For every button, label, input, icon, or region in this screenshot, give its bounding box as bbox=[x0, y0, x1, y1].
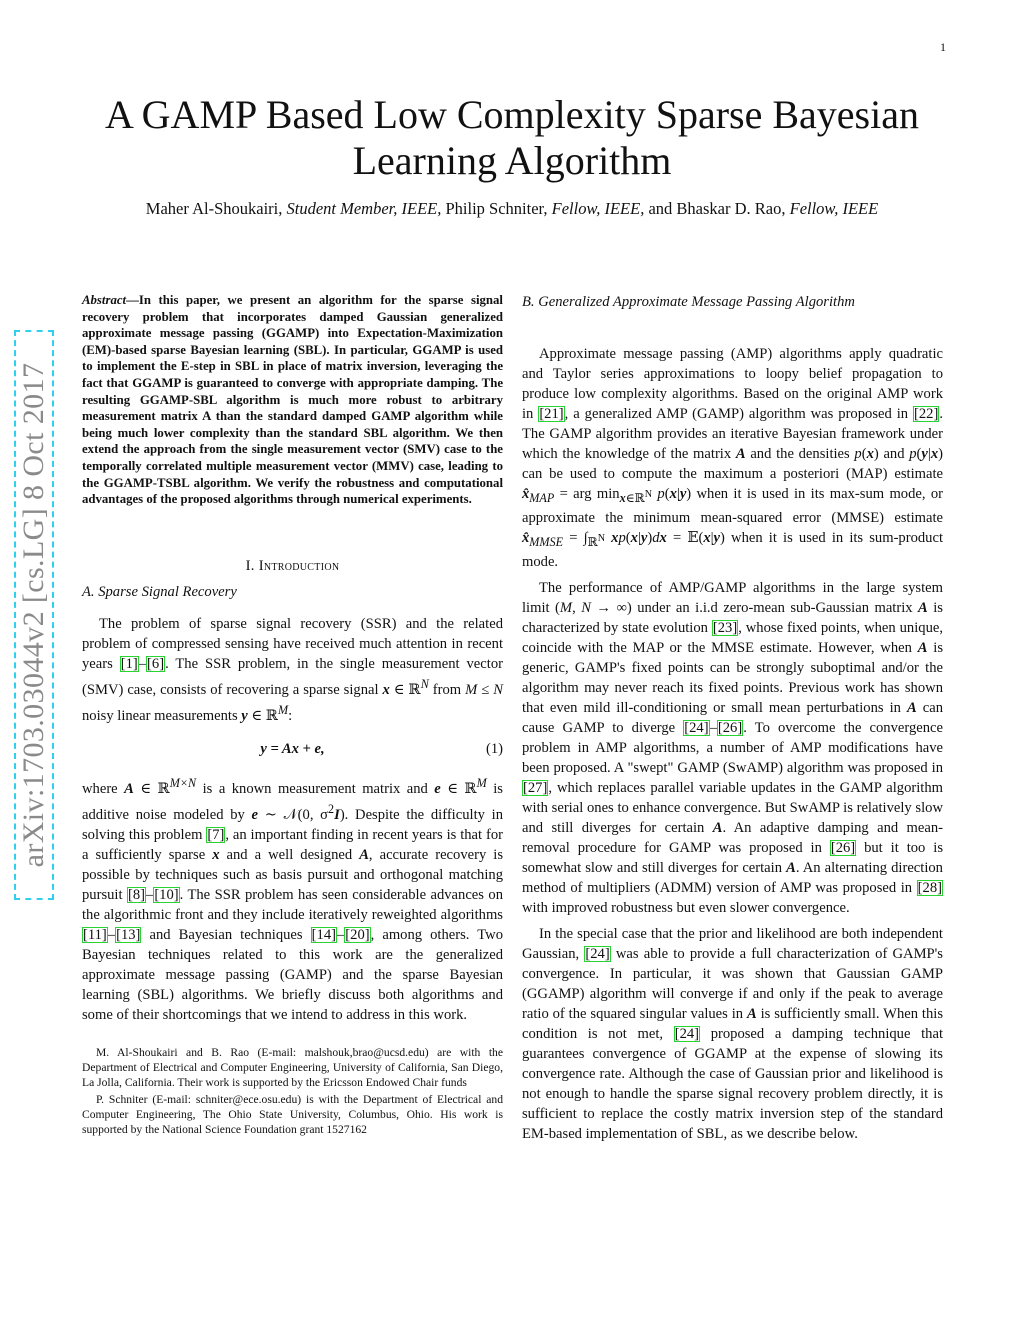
section-heading bbox=[82, 556, 503, 576]
page-number: 1 bbox=[940, 40, 946, 54]
body-paragraph: In the special case that the prior and likelihood are both independent Gaussian, [24] was able to provide a full characterization of GAMP's convergence. In particular, it was shown that Gaussian GAMP (GGAMP) algorithm will converge if and only if the peak to average ratio of the squared singular values in A is sufficiently small. When this condition is not met, [24] proposed a damping technique that guarantees convergence of GGAMP at the expense of slowing its convergence rate. Although the case of Gaussian prior and likelihood is not enough to handle the sparse signal recovery problem directly, it is sufficient to replace the costly matrix inversion step of the standard EM-based implementation of SBL, as we describe below. bbox=[522, 925, 944, 1142]
abstract-label: Abstract bbox=[82, 293, 127, 307]
author-line bbox=[40, 198, 984, 220]
body-paragraph: where A ∈ ℝ$^{M\times N}$ is a known measurement matrix and e ∈ ℝ$^M$ is additive noise modeled by e ∼ 𝒩(0, $\sigma^2I$). Despite the difficulty in solving this problem [7], an important finding in recent years is that for a sufficiently sparse x and a well designed A, accurate recovery is possible by techniques such as basis pursuit and orthogonal matching pursuit [8]–[10]. The SSR problem has seen considerable advances on the algorithmic front and they include iteratively reweighted algorithms [11]–[13] and Bayesian techniques [14]–[20], among others. Two Bayesian techniques related to this work are the generalized approximate message passing (GAMP) and the sparse Bayesian learning (SBL) algorithms. We briefly discuss both algorithms and some of their shortcomings that we intend to address in this work. bbox=[82, 776, 504, 1024]
equation-number: (1) bbox=[485, 741, 503, 758]
citation-link[interactable]: [27] bbox=[523, 779, 548, 796]
abstract bbox=[82, 292, 503, 508]
body-paragraph: The problem of sparse signal recovery (SSR) and the related problem of compressed sensing have received much attention in recent years [1]–[6]. The SSR problem, in the single measurement vector (SMV) case, consists of recovering a sparse signal x ∈ ℝ$^N$ from M ≤ N noisy linear measurements y ∈ ℝ$^M$: bbox=[82, 615, 503, 724]
citation-link[interactable]: [24] bbox=[674, 1025, 700, 1042]
citation-link[interactable]: [1] bbox=[120, 655, 138, 672]
author-role: Student Member, IEEE, bbox=[286, 199, 442, 218]
arxiv-stamp-text: arXiv:1703.03044v2 [cs.LG] 8 Oct 2017 bbox=[17, 362, 50, 868]
body-paragraph: The performance of AMP/GAMP algorithms in the large system limit (M, N → ∞) under an i.i.d zero-mean sub-Gaussian matrix A is characterized by state evolution [23], whose fixed points, when unique, coincide with the MAP or the MMSE estimate. However, when A is generic, GAMP's fixed points can be strongly suboptimal and/or the algorithm may never reach its fixed points. Previous work has shown that even mild ill-conditioning or small mean perturbations in A can cause GAMP to diverge [24]–[26]. To overcome the convergence problem in AMP algorithms, a number of AMP modifications have been proposed. A "swept" GAMP (SwAMP) algorithm was proposed in [27], which replaces parallel variable updates in the GAMP algorithm with serial ones to enhance convergence. But SwAMP is relatively slow and still diverges for certain A. An adaptive damping and mean-removal procedure for GAMP was proposed in [26] but it too is somewhat slow and still diverges for certain A. An alternating direction method of multipliers (ADMM) version of AMP was proposed in [28] with improved robustness but even slower convergence. bbox=[522, 579, 944, 916]
citation-link[interactable]: [7] bbox=[207, 827, 225, 844]
citation-link[interactable]: [23] bbox=[712, 619, 738, 636]
citation-link[interactable]: [13] bbox=[116, 927, 141, 944]
citation-link[interactable]: [22] bbox=[914, 406, 939, 422]
footnote: M. Al-Shoukairi and B. Rao (E-mail: malshouk,brao@ucsd.edu) are with the Department of Electrical and Computer Engineering, University of California, San Diego, La Jolla, California. Their work is supported by the Ericsson Endowed Chair funds bbox=[82, 1046, 503, 1090]
author-name: Maher Al-Shoukairi, bbox=[145, 199, 283, 218]
author-role: Fellow, IEEE, bbox=[551, 199, 645, 218]
abstract-text: —In this paper, we present an algorithm for the sparse signal recovery problem that incorporates damped Gaussian generalized approximate message passing (GGAMP) into Expectation-Maximization (EM)-based sparse Bayesian learning (SBL). In particular, GGAMP is used to implement the E-step in SBL in place of matrix inversion, leveraging the fact that GGAMP is guaranteed to converge with appropriate damping. The resulting GGAMP-SBL algorithm is much more robust to arbitrary measurement matrix A than the standard damped GAMP algorithm while being much lower complexity than the standard SBL algorithm. We then extend the approach from the single measurement vector (SMV) case to the temporally correlated multiple measurement vector (MMV) case, leading to the GGAMP-TSBL algorithm. We verify the robustness and computational advantages of the proposed algorithms through numerical experiments. bbox=[82, 293, 503, 507]
footnotes bbox=[82, 1045, 503, 1137]
citation-link[interactable]: [21] bbox=[539, 406, 564, 422]
right-column bbox=[522, 292, 943, 1144]
citation-link[interactable]: [14] bbox=[311, 927, 336, 944]
citation-link[interactable]: [6] bbox=[147, 655, 165, 672]
citation-link[interactable]: [28] bbox=[917, 879, 942, 896]
citation-link[interactable]: [26] bbox=[717, 719, 743, 736]
citation-link[interactable]: [24] bbox=[684, 719, 709, 736]
left-column bbox=[82, 292, 503, 1139]
subsection-heading-a: A. Sparse Signal Recovery bbox=[82, 583, 237, 600]
equation-expression: y = Ax + e, bbox=[260, 741, 325, 758]
arxiv-stamp[interactable] bbox=[14, 330, 54, 900]
citation-link[interactable]: [10] bbox=[154, 887, 179, 904]
citation-link[interactable]: [8] bbox=[127, 887, 146, 904]
citation-link[interactable]: [11] bbox=[83, 927, 107, 944]
citation-link[interactable]: [20] bbox=[345, 927, 370, 944]
equation-1 bbox=[82, 739, 503, 759]
citation-link[interactable]: [26] bbox=[830, 839, 856, 856]
citation-link[interactable]: [24] bbox=[585, 945, 610, 962]
author-role: Fellow, IEEE bbox=[789, 199, 879, 218]
author-name: and Bhaskar D. Rao, bbox=[648, 199, 786, 218]
paper-title: A GAMP Based Low Complexity Sparse Bayesian Learning Algorithm bbox=[104, 92, 919, 183]
footnote: P. Schniter (E-mail: schniter@ece.osu.edu) is with the Department of Electrical and Computer Engineering, The Ohio State University, Columbus, Ohio. His work is supported by the National Science Foundation grant 1527162 bbox=[82, 1093, 503, 1137]
section-number: I. bbox=[245, 557, 255, 574]
body-paragraph: Approximate message passing (AMP) algorithms apply quadratic and Taylor series approximations to loopy belief propagation to produce low complexity algorithms. Based on the original AMP work in [21], a generalized AMP (GAMP) algorithm was proposed in [22]. The GAMP algorithm provides an iterative Bayesian framework under which the knowledge of the matrix A and the densities p(x) and p(y|x) can be used to compute the maximum a posteriori (MAP) estimate $x̂_{MAP}$ = arg $\min_{x\in ℝ^N} p(x|y)$ when it is used in its max-sum mode, or approximate the minimum mean-squared error (MMSE) estimate $x̂_{MMSE} = \int_{ℝ^N}$ xp(x|y)dx = 𝔼(x|y) when it is used in its sum-product mode. bbox=[522, 346, 944, 570]
subsection-heading-b: B. Generalized Approximate Message Passing Algorithm bbox=[522, 294, 855, 310]
author-name: Philip Schniter, bbox=[445, 199, 548, 218]
section-title: Introduction bbox=[258, 557, 340, 574]
